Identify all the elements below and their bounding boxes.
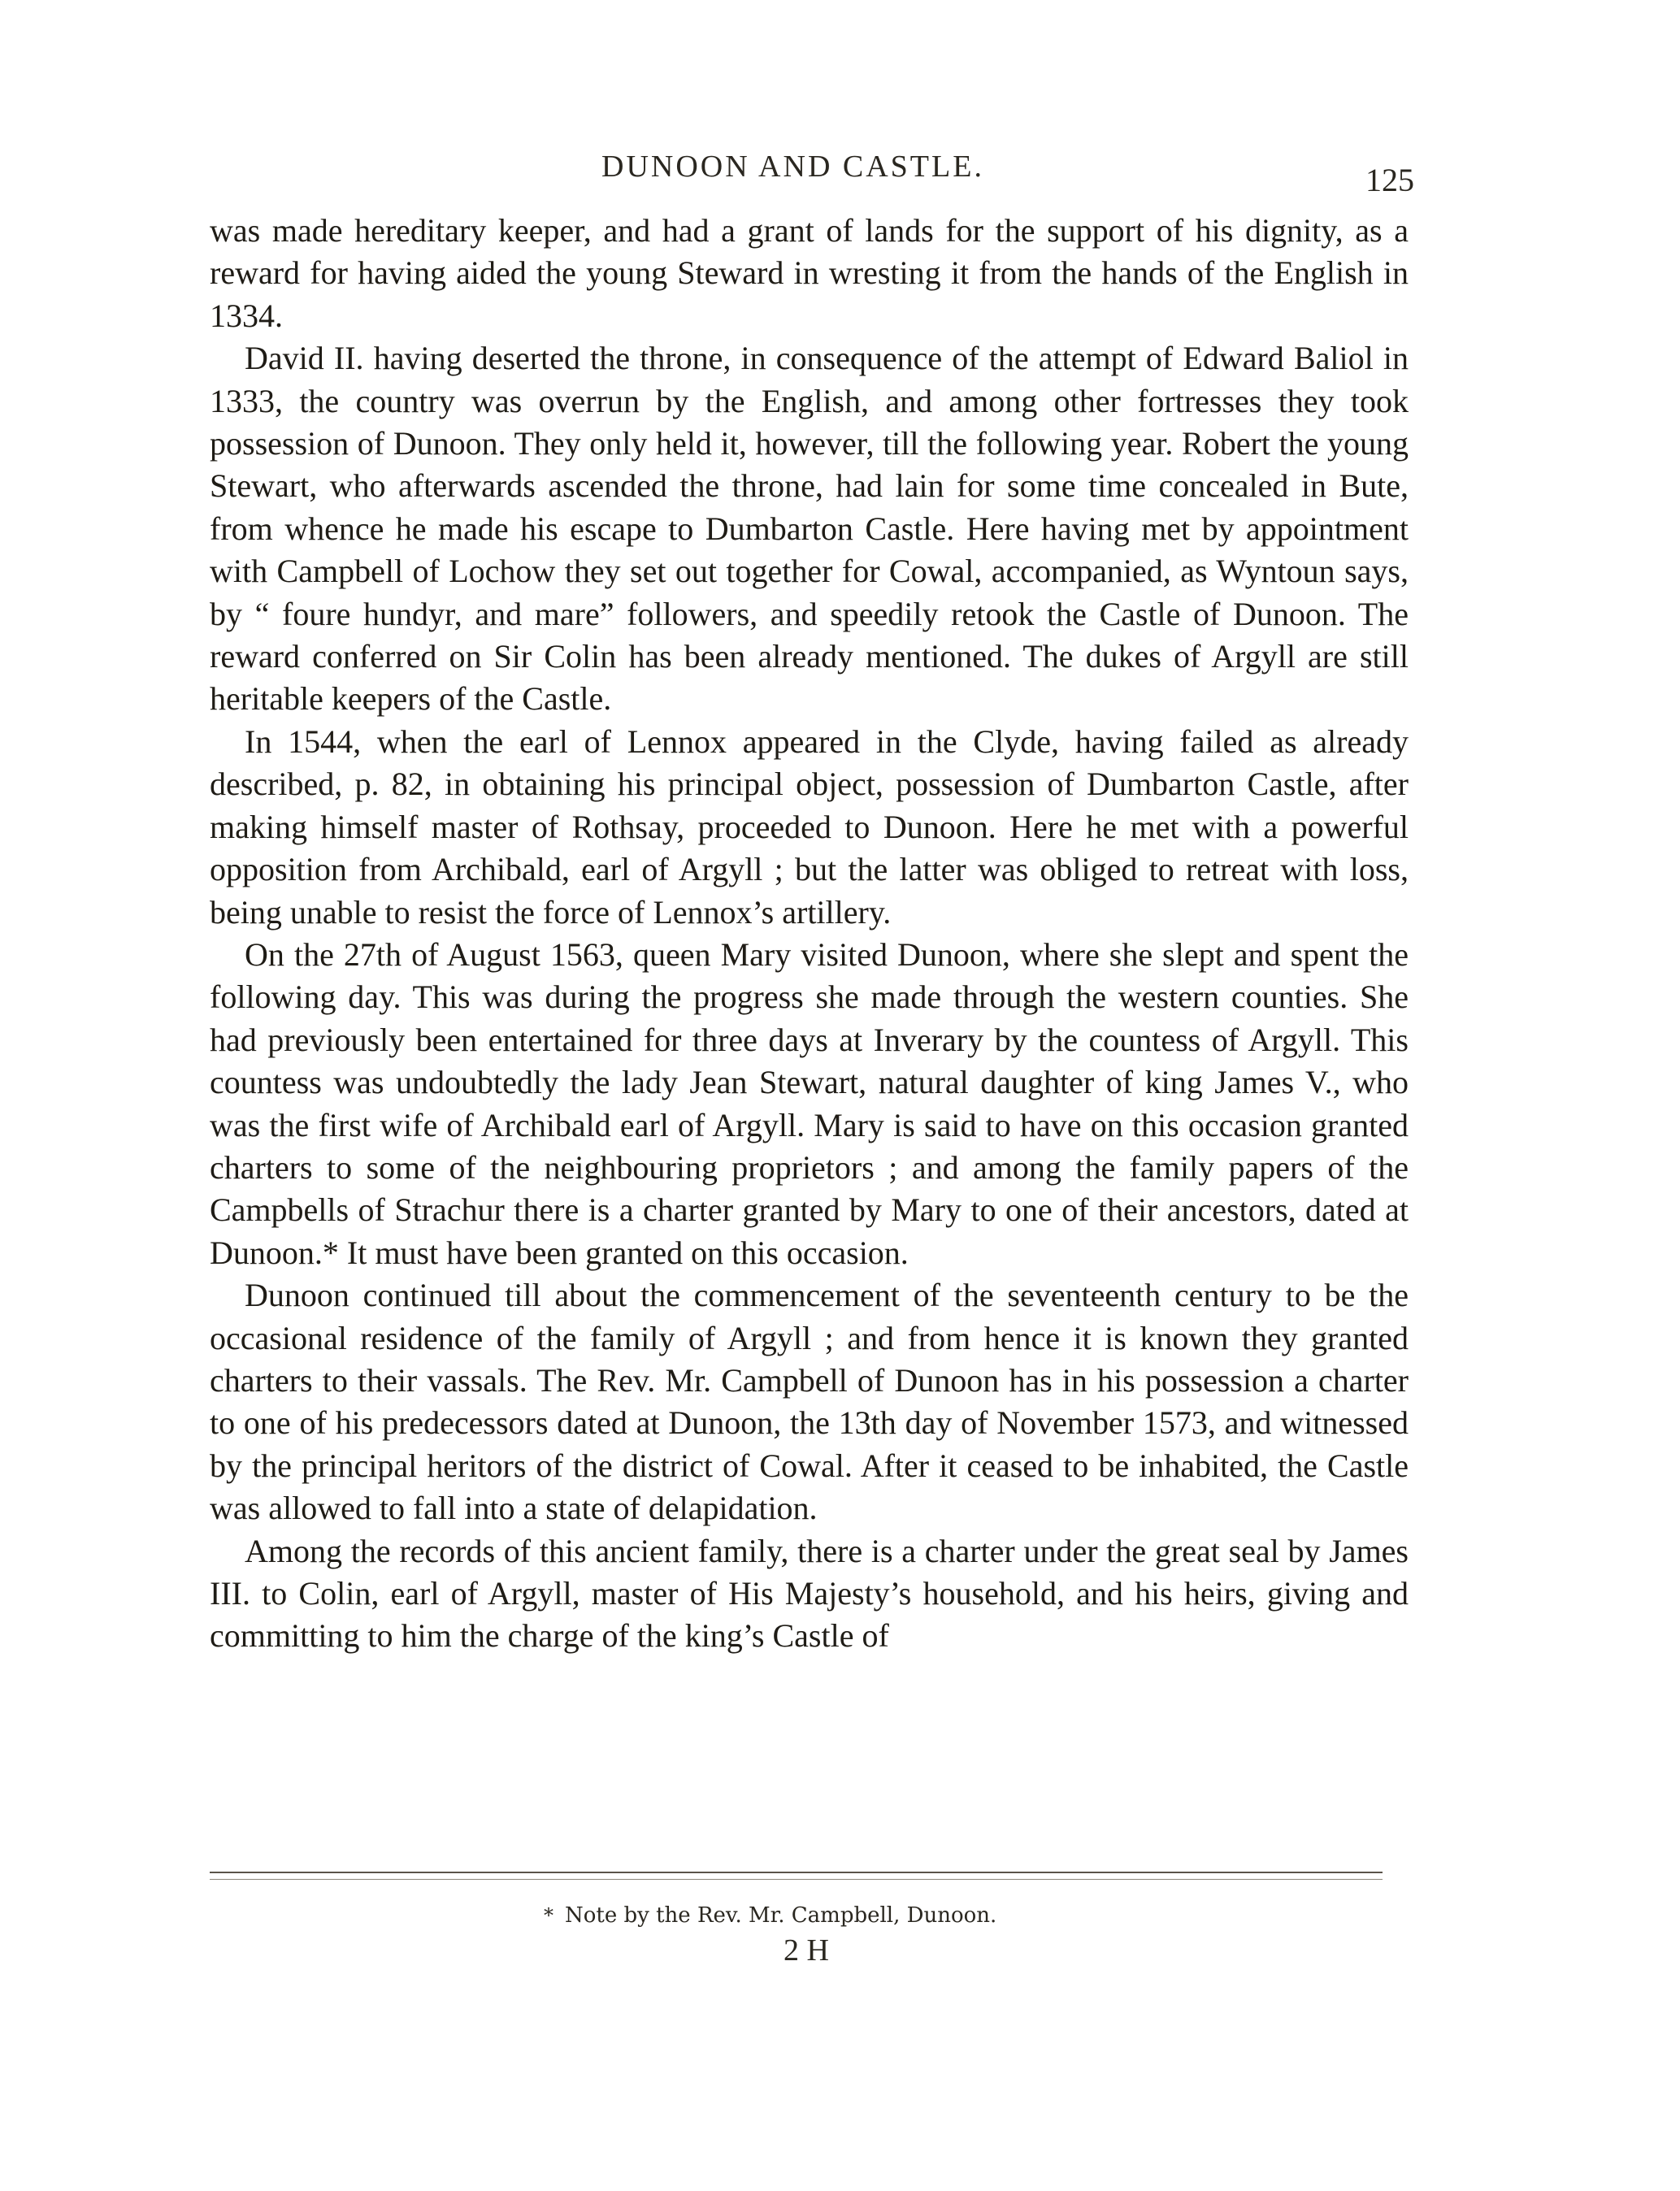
footnote	[544, 1903, 996, 1928]
page-number: 125	[1365, 162, 1414, 198]
paragraph-queen-mary-1563: On the 27th of August 1563, queen Mary visited Dunoon, where she slept and spent the following day. This was during the progress she made through the western counties. She had previously been entertained for three days at Inverary by the countess of Argyll. This countess was undoubtedly the lady Jean Stewart, natural daughter of king James V., who was the first wife of Archibald earl of Argyll. Mary is said to have on this occasion granted charters to some of the neighbouring proprietors ; and among the family papers of the Campbells of Strachur there is a charter granted by Mary to one of their ancestors, dated at Dunoon.* It must have been granted on this occasion.	[210, 935, 1409, 1271]
footnote-text: Note by the Rev. Mr. Campbell, Dunoon.	[565, 1903, 997, 1928]
paragraph-continued: was made hereditary keeper, and had a grant of lands for the support of his dignity, as a reward for having aided the young Steward in wresting it from the hands of the English in 1334.	[210, 212, 1409, 334]
footnote-rule	[210, 1872, 1383, 1873]
body-text	[210, 210, 1409, 1658]
signature-mark: 2 H	[784, 1933, 829, 1968]
paragraph-lennox-1544: In 1544, when the earl of Lennox appeared in the Clyde, having failed as already described, p. 82, in obtaining his principal object, possession of Dumbarton Castle, after making himself master of Rothsay, proceeded to Dunoon. Here he met with a powerful opposition from Archibald, earl of Argyll ; but the latter was obliged to retreat with loss, being unable to resist the force of Lennox’s artillery.	[210, 722, 1409, 931]
paragraph-dunoon-residence: Dunoon continued till about the commencement of the seventeenth century to be the occasional residence of the family of Argyll ; and from hence it is known they granted charters to their vassals. The Rev. Mr. Campbell of Dunoon has in his possession a charter to one of his predecessors dated at Dunoon, the 13th day of November 1573, and witnessed by the principal heritors of the district of Cowal. After it ceased to be inhabited, the Castle was allowed to fall into a state of delapidation.	[210, 1277, 1409, 1527]
paragraph-david-ii: David II. having deserted the throne, in consequence of the attempt of Edward Baliol in 1333, the country was overrun by the English, and among other fortresses they took possession of Dunoon. They only held it, however, till the following year. Robert the young Stewart, who afterwards ascended the throne, had lain for some time concealed in Bute, from whence he made his escape to Dumbarton Castle. Here having met by appointment with Campbell of Lochow they set out together for Cowal, accompanied, as Wyntoun says, by “ foure hundyr, and mare” followers, and speedily retook the Castle of Dunoon. The reward conferred on Sir Colin has been already mentioned. The dukes of Argyll are still heritable keepers of the Castle.	[210, 340, 1409, 718]
footnote-mark: *	[544, 1904, 553, 1927]
footnote-rule-thin	[210, 1879, 1383, 1880]
paragraph-records-charter: Among the records of this ancient family, there is a charter under the great seal by James III. to Colin, earl of Argyll, master of His Majesty’s household, and his heirs, giving and committing to him the charge of the king’s Castle of	[210, 1532, 1409, 1655]
running-head-title: DUNOON AND CASTLE.	[601, 150, 984, 184]
